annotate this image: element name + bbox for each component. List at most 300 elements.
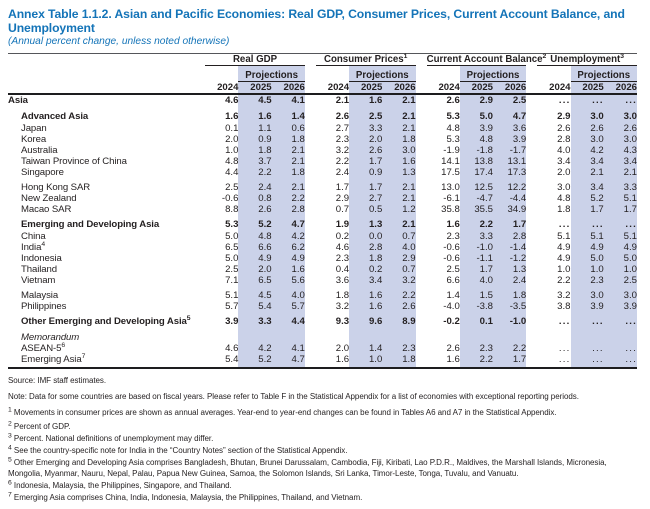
value-cell: 2.4 bbox=[493, 275, 526, 286]
row-label: Philippines bbox=[21, 301, 67, 312]
value-cell: 1.3 bbox=[349, 215, 382, 231]
spacer bbox=[416, 94, 427, 107]
value-cell: 1.6 bbox=[225, 111, 239, 122]
value-cell: 2.8 bbox=[349, 242, 382, 253]
projections-label: Projections bbox=[349, 66, 415, 82]
value-cell: 4.0 bbox=[382, 242, 415, 253]
value-cell: 2.2 bbox=[460, 215, 493, 231]
value-cell: 3.7 bbox=[238, 156, 271, 167]
value-cell: -4.4 bbox=[493, 193, 526, 204]
value-cell: ... bbox=[571, 94, 604, 107]
spacer bbox=[526, 134, 537, 145]
value-cell: 9.6 bbox=[349, 312, 382, 328]
value-cell: 2.6 bbox=[382, 301, 415, 312]
row-label: Australia bbox=[21, 145, 58, 156]
footnote: Source: IMF staff estimates. bbox=[8, 376, 107, 385]
year-label: 2024 bbox=[427, 82, 460, 95]
value-cell: 4.2 bbox=[238, 343, 271, 354]
row-label: Emerging and Developing Asia bbox=[21, 219, 160, 230]
spacer bbox=[305, 242, 316, 253]
value-cell: 3.4 bbox=[571, 178, 604, 193]
value-cell: 3.4 bbox=[604, 156, 637, 167]
value-cell: 2.6 bbox=[349, 145, 382, 156]
spacer bbox=[416, 82, 427, 95]
years-header-row bbox=[8, 82, 637, 95]
value-cell: 0.4 bbox=[335, 264, 350, 275]
value-cell: -0.6 bbox=[443, 253, 460, 264]
value-cell: 2.4 bbox=[335, 167, 350, 178]
row-label: Advanced Asia bbox=[21, 111, 89, 122]
value-cell: 1.8 bbox=[493, 286, 526, 301]
value-cell: 5.3 bbox=[446, 111, 460, 122]
value-cell bbox=[382, 328, 415, 343]
spacer bbox=[416, 145, 427, 156]
value-cell: 2.2 bbox=[382, 286, 415, 301]
table-row bbox=[8, 354, 637, 368]
value-cell: -4.7 bbox=[460, 193, 493, 204]
value-cell: -1.7 bbox=[493, 145, 526, 156]
row-label: China bbox=[21, 231, 46, 242]
value-cell: 5.1 bbox=[604, 193, 637, 204]
value-cell: 2.6 bbox=[238, 204, 271, 215]
table-row bbox=[8, 215, 637, 231]
spacer bbox=[416, 193, 427, 204]
value-cell: 1.1 bbox=[238, 123, 271, 134]
spacer bbox=[416, 54, 427, 66]
spacer bbox=[526, 178, 537, 193]
value-cell: 3.0 bbox=[604, 134, 637, 145]
value-cell: 3.3 bbox=[349, 123, 382, 134]
projections-header-row bbox=[8, 66, 637, 82]
spacer bbox=[526, 215, 537, 231]
spacer bbox=[416, 66, 427, 82]
value-cell: ... bbox=[558, 343, 571, 354]
value-cell: 2.6 bbox=[571, 123, 604, 134]
value-cell: 2.5 bbox=[446, 264, 460, 275]
table-row bbox=[8, 286, 637, 301]
value-cell: 4.8 bbox=[557, 193, 571, 204]
value-cell: 2.5 bbox=[225, 264, 239, 275]
value-cell: 5.2 bbox=[571, 193, 604, 204]
value-cell: 3.8 bbox=[557, 301, 571, 312]
value-cell bbox=[493, 328, 526, 343]
value-cell: ... bbox=[604, 94, 637, 107]
value-cell: 2.6 bbox=[557, 123, 571, 134]
spacer bbox=[416, 156, 427, 167]
spacer bbox=[526, 82, 537, 95]
value-cell: 4.9 bbox=[604, 242, 637, 253]
year-label: 2024 bbox=[205, 82, 238, 95]
spacer bbox=[305, 343, 316, 354]
value-cell: 2.1 bbox=[571, 167, 604, 178]
table-row bbox=[8, 343, 637, 354]
value-cell: 13.0 bbox=[441, 182, 460, 193]
value-cell: 1.3 bbox=[382, 167, 415, 178]
value-cell: 3.3 bbox=[460, 231, 493, 242]
value-cell: 4.3 bbox=[604, 145, 637, 156]
spacer bbox=[305, 215, 316, 231]
value-cell: 5.2 bbox=[238, 215, 271, 231]
year-label: 2026 bbox=[493, 82, 526, 95]
value-cell: 2.1 bbox=[382, 193, 415, 204]
value-cell: 4.9 bbox=[272, 253, 305, 264]
value-cell: 5.0 bbox=[460, 107, 493, 123]
spacer bbox=[526, 264, 537, 275]
row-label: Emerging Asia$^7$ bbox=[8, 354, 205, 368]
table-row bbox=[8, 301, 637, 312]
value-cell: 0.7 bbox=[335, 204, 350, 215]
spacer bbox=[526, 156, 537, 167]
spacer bbox=[526, 145, 537, 156]
value-cell: 1.8 bbox=[272, 167, 305, 178]
value-cell: 2.3 bbox=[382, 343, 415, 354]
footnotes bbox=[8, 375, 642, 503]
value-cell: 4.5 bbox=[238, 286, 271, 301]
value-cell: ... bbox=[558, 219, 571, 230]
value-cell: 2.7 bbox=[335, 123, 350, 134]
value-cell: 2.0 bbox=[335, 343, 350, 354]
footnote: $^2$ Percent of GDP. bbox=[8, 420, 71, 431]
value-cell: 6.6 bbox=[238, 242, 271, 253]
value-cell: 1.4 bbox=[349, 343, 382, 354]
table-row bbox=[8, 275, 637, 286]
value-cell: 2.6 bbox=[335, 111, 350, 122]
value-cell: 3.9 bbox=[604, 301, 637, 312]
value-cell: 1.5 bbox=[460, 286, 493, 301]
spacer bbox=[416, 204, 427, 215]
value-cell: 2.3 bbox=[460, 343, 493, 354]
value-cell: 4.9 bbox=[557, 253, 571, 264]
spacer bbox=[305, 94, 316, 107]
value-cell: 4.5 bbox=[238, 94, 271, 107]
footnote: $^1$ Movements in consumer prices are shown as annual averages. Year-end to year-end changes can be found in Tables A6 and A7 in the Statistical Appendix. bbox=[8, 406, 557, 417]
spacer bbox=[305, 264, 316, 275]
value-cell: 1.0 bbox=[557, 264, 571, 275]
value-cell: 3.9 bbox=[460, 123, 493, 134]
value-cell: 17.5 bbox=[441, 167, 460, 178]
value-cell: 6.2 bbox=[272, 242, 305, 253]
value-cell: 1.6 bbox=[382, 156, 415, 167]
spacer bbox=[416, 328, 427, 343]
value-cell: 2.6 bbox=[604, 123, 637, 134]
row-label: Indonesia bbox=[21, 253, 62, 264]
value-cell: 14.1 bbox=[441, 156, 460, 167]
value-cell: 1.7 bbox=[335, 182, 350, 193]
value-cell: 2.8 bbox=[272, 204, 305, 215]
value-cell: 5.3 bbox=[225, 219, 239, 230]
value-cell: 3.2 bbox=[382, 275, 415, 286]
spacer bbox=[305, 231, 316, 242]
value-cell: 1.8 bbox=[557, 204, 571, 215]
value-cell: 2.2 bbox=[335, 156, 350, 167]
value-cell: 3.0 bbox=[604, 107, 637, 123]
table-title: Annex Table 1.1.2. Asian and Pacific Economies: Real GDP, Consumer Prices, Current Account Balance, and Unemployment bbox=[8, 7, 625, 35]
spacer bbox=[526, 286, 537, 301]
value-cell: 1.6 bbox=[238, 107, 271, 123]
value-cell: 0.1 bbox=[225, 123, 239, 134]
value-cell: 4.1 bbox=[272, 94, 305, 107]
row-label: Japan bbox=[21, 123, 47, 134]
value-cell: 1.6 bbox=[349, 94, 382, 107]
spacer bbox=[305, 275, 316, 286]
value-cell: 1.7 bbox=[349, 156, 382, 167]
value-cell: 4.6 bbox=[225, 343, 239, 354]
table-row bbox=[8, 231, 637, 242]
value-cell bbox=[427, 328, 460, 343]
value-cell: 4.9 bbox=[238, 253, 271, 264]
year-label: 2025 bbox=[238, 82, 271, 95]
year-label: 2026 bbox=[604, 82, 637, 95]
spacer bbox=[416, 301, 427, 312]
value-cell: 2.1 bbox=[272, 156, 305, 167]
value-cell: 4.8 bbox=[460, 134, 493, 145]
value-cell: 3.0 bbox=[557, 182, 571, 193]
row-label: Memorandum bbox=[21, 332, 80, 343]
spacer bbox=[305, 167, 316, 178]
value-cell: 3.6 bbox=[493, 123, 526, 134]
value-cell: 5.7 bbox=[272, 301, 305, 312]
value-cell bbox=[316, 328, 349, 343]
value-cell: 2.0 bbox=[238, 264, 271, 275]
value-cell: 0.6 bbox=[272, 123, 305, 134]
year-2024-cell bbox=[316, 66, 349, 82]
value-cell: 1.4 bbox=[446, 290, 460, 301]
value-cell: -1.9 bbox=[443, 145, 460, 156]
spacer bbox=[416, 215, 427, 231]
value-cell: 4.0 bbox=[557, 145, 571, 156]
value-cell: 2.3 bbox=[335, 253, 350, 264]
spacer bbox=[526, 343, 537, 354]
value-cell: 2.5 bbox=[349, 107, 382, 123]
spacer bbox=[305, 301, 316, 312]
value-cell: 1.7 bbox=[460, 264, 493, 275]
value-cell: 1.6 bbox=[349, 301, 382, 312]
value-cell: 4.4 bbox=[225, 167, 239, 178]
value-cell: 17.4 bbox=[460, 167, 493, 178]
spacer bbox=[526, 94, 537, 107]
row-label: India$^4$ bbox=[21, 240, 45, 253]
spacer bbox=[305, 82, 316, 95]
footnote: $^4$ See the country-specific note for India in the “Country Notes” section of the Statistical Appendix. bbox=[8, 444, 348, 455]
value-cell: 3.3 bbox=[604, 178, 637, 193]
value-cell: 5.3 bbox=[446, 134, 460, 145]
value-cell: 1.7 bbox=[604, 204, 637, 215]
value-cell: 2.2 bbox=[493, 343, 526, 354]
value-cell bbox=[205, 328, 238, 343]
value-cell: 4.9 bbox=[571, 242, 604, 253]
spacer bbox=[416, 134, 427, 145]
projections-label: Projections bbox=[460, 66, 526, 82]
spacer bbox=[416, 275, 427, 286]
spacer bbox=[526, 275, 537, 286]
value-cell: 0.7 bbox=[382, 264, 415, 275]
year-label: 2024 bbox=[316, 82, 349, 95]
value-cell: ... bbox=[571, 354, 604, 368]
value-cell: 2.2 bbox=[460, 354, 493, 368]
table-header bbox=[8, 54, 637, 95]
value-cell: 17.3 bbox=[493, 167, 526, 178]
value-cell: 2.7 bbox=[349, 193, 382, 204]
value-cell: ... bbox=[571, 312, 604, 328]
value-cell: ... bbox=[537, 354, 570, 368]
year-label: 2025 bbox=[460, 82, 493, 95]
value-cell: 1.6 bbox=[446, 219, 460, 230]
value-cell: 2.3 bbox=[571, 275, 604, 286]
value-cell: 5.0 bbox=[604, 253, 637, 264]
value-cell: 2.5 bbox=[225, 182, 239, 193]
value-cell bbox=[238, 328, 271, 343]
value-cell: 2.2 bbox=[272, 193, 305, 204]
value-cell: ... bbox=[604, 312, 637, 328]
spacer bbox=[526, 204, 537, 215]
spacer bbox=[305, 328, 316, 343]
table-row bbox=[8, 167, 637, 178]
value-cell bbox=[604, 328, 637, 343]
footnote: Note: Data for some countries are based on fiscal years. Please refer to Table F in the Statistical Appendix for a list of economies with exceptional reporting periods. bbox=[8, 392, 579, 401]
table-row bbox=[8, 328, 637, 343]
footnote: $^3$ Percent. National definitions of unemployment may differ. bbox=[8, 432, 214, 443]
spacer bbox=[305, 123, 316, 134]
spacer bbox=[305, 253, 316, 264]
footnote: $^7$ Emerging Asia comprises China, India, Indonesia, Malaysia, the Philippines, Thailand, and Vietnam. bbox=[8, 491, 363, 502]
value-cell: 12.2 bbox=[493, 178, 526, 193]
value-cell: 1.6 bbox=[272, 264, 305, 275]
spacer bbox=[305, 145, 316, 156]
spacer bbox=[416, 231, 427, 242]
value-cell: 3.0 bbox=[571, 286, 604, 301]
year-2024-cell bbox=[537, 66, 570, 82]
value-cell: 5.1 bbox=[571, 231, 604, 242]
value-cell: 4.2 bbox=[272, 231, 305, 242]
spacer bbox=[416, 167, 427, 178]
value-cell: 4.7 bbox=[272, 215, 305, 231]
row-label: Thailand bbox=[21, 264, 58, 275]
value-cell: 1.8 bbox=[382, 134, 415, 145]
spacer bbox=[526, 231, 537, 242]
value-cell: 1.7 bbox=[493, 215, 526, 231]
value-cell: 2.2 bbox=[557, 275, 571, 286]
value-cell: 2.1 bbox=[382, 215, 415, 231]
value-cell: 3.4 bbox=[349, 275, 382, 286]
group-label: Current Account Balance$^2$ bbox=[426, 52, 547, 65]
spacer bbox=[526, 167, 537, 178]
value-cell: 2.9 bbox=[382, 253, 415, 264]
value-cell: 4.7 bbox=[272, 354, 305, 368]
value-cell: 1.6 bbox=[349, 286, 382, 301]
year-2024-cell bbox=[427, 66, 460, 82]
spacer bbox=[305, 286, 316, 301]
value-cell: 2.0 bbox=[225, 134, 239, 145]
value-cell: -6.1 bbox=[443, 193, 460, 204]
value-cell: 1.8 bbox=[272, 134, 305, 145]
value-cell: 0.9 bbox=[349, 167, 382, 178]
value-cell: ... bbox=[558, 95, 571, 106]
value-cell: 1.0 bbox=[571, 264, 604, 275]
spacer bbox=[416, 354, 427, 368]
row-label: Hong Kong SAR bbox=[21, 182, 91, 193]
value-cell: 3.2 bbox=[335, 301, 350, 312]
value-cell: 3.0 bbox=[571, 134, 604, 145]
value-cell: 2.9 bbox=[335, 193, 350, 204]
spacer bbox=[305, 354, 316, 368]
value-cell: 1.8 bbox=[238, 145, 271, 156]
value-cell: 5.0 bbox=[225, 253, 239, 264]
value-cell: 3.4 bbox=[571, 156, 604, 167]
row-label: Vietnam bbox=[21, 275, 56, 286]
spacer bbox=[526, 312, 537, 328]
value-cell: 1.8 bbox=[335, 290, 350, 301]
value-cell: -1.0 bbox=[493, 312, 526, 328]
row-label: Taiwan Province of China bbox=[21, 156, 127, 167]
spacer bbox=[305, 107, 316, 123]
value-cell: 2.9 bbox=[460, 94, 493, 107]
value-cell: 0.2 bbox=[349, 264, 382, 275]
table-row bbox=[8, 253, 637, 264]
row-label: Macao SAR bbox=[21, 204, 72, 215]
year-label: 2024 bbox=[537, 82, 570, 95]
statistics-table bbox=[8, 53, 637, 369]
value-cell: 4.1 bbox=[272, 343, 305, 354]
value-cell bbox=[537, 328, 570, 343]
spacer bbox=[416, 312, 427, 328]
spacer bbox=[305, 134, 316, 145]
value-cell: 2.1 bbox=[272, 145, 305, 156]
table-row bbox=[8, 178, 637, 193]
group-label: Unemployment$^3$ bbox=[537, 54, 637, 66]
value-cell: 0.5 bbox=[349, 204, 382, 215]
value-cell: -0.6 bbox=[443, 242, 460, 253]
value-cell: 3.9 bbox=[571, 301, 604, 312]
value-cell: 2.1 bbox=[382, 123, 415, 134]
spacer bbox=[416, 286, 427, 301]
footnote: $^6$ Indonesia, Malaysia, the Philippines, Singapore, and Thailand. bbox=[8, 479, 232, 490]
spacer bbox=[526, 107, 537, 123]
value-cell: -3.5 bbox=[493, 301, 526, 312]
spacer bbox=[416, 343, 427, 354]
group-label: Consumer Prices$^1$ bbox=[316, 54, 416, 66]
value-cell: 3.9 bbox=[493, 134, 526, 145]
value-cell: 1.8 bbox=[382, 354, 415, 368]
table-row bbox=[8, 193, 637, 204]
value-cell: 4.0 bbox=[272, 286, 305, 301]
spacer bbox=[526, 253, 537, 264]
value-cell: 6.6 bbox=[446, 275, 460, 286]
year-label: 2026 bbox=[272, 82, 305, 95]
value-cell: ... bbox=[571, 343, 604, 354]
value-cell: 1.9 bbox=[335, 219, 350, 230]
value-cell: 13.8 bbox=[460, 156, 493, 167]
value-cell: 1.4 bbox=[272, 107, 305, 123]
year-label: 2025 bbox=[349, 82, 382, 95]
projections-label: Projections bbox=[571, 66, 638, 82]
spacer bbox=[526, 193, 537, 204]
row-label: Singapore bbox=[21, 167, 64, 178]
value-cell: 5.0 bbox=[225, 231, 239, 242]
spacer bbox=[305, 193, 316, 204]
table-row bbox=[8, 134, 637, 145]
spacer bbox=[526, 242, 537, 253]
table-row bbox=[8, 156, 637, 167]
value-cell: 4.6 bbox=[335, 242, 350, 253]
value-cell: 4.8 bbox=[446, 123, 460, 134]
corner-cell bbox=[8, 82, 205, 95]
value-cell: -1.0 bbox=[460, 242, 493, 253]
value-cell: 0.8 bbox=[238, 193, 271, 204]
value-cell: 3.4 bbox=[557, 156, 571, 167]
value-cell bbox=[349, 328, 382, 343]
value-cell: -1.4 bbox=[493, 242, 526, 253]
corner-cell bbox=[8, 54, 205, 66]
